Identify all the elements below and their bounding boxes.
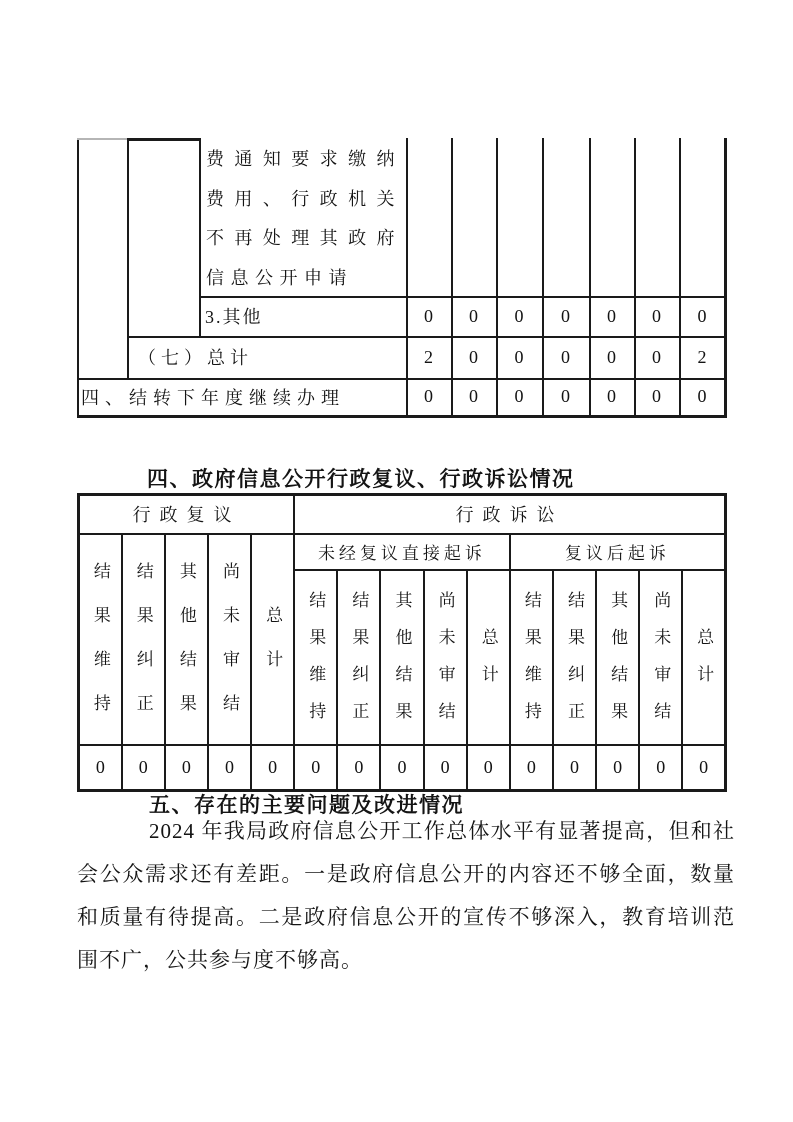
table-grid-line xyxy=(77,138,79,418)
row-label-other: 3.其他 xyxy=(205,307,263,327)
value-cell: 0 xyxy=(514,386,524,406)
column-header-litigation-text: 其他结果 xyxy=(608,590,628,739)
table-grid-line xyxy=(77,415,727,418)
column-header-review-text: 结果纠正 xyxy=(133,562,153,738)
column-header-litigation xyxy=(639,570,682,745)
row-label-total: （七）总计 xyxy=(138,348,253,368)
value-cell: 0 xyxy=(652,346,661,367)
data-cell: 0 xyxy=(553,745,596,791)
column-header-litigation-text: 其他结果 xyxy=(392,590,412,739)
data-cell: 0 xyxy=(380,745,423,791)
data-cell: 0 xyxy=(251,745,294,791)
value-cell: 0 xyxy=(652,386,661,406)
review-litigation-table xyxy=(77,493,727,792)
subgroup-header-direct-suit: 未经复议直接起诉 xyxy=(294,534,510,570)
column-header-review xyxy=(165,534,208,745)
column-header-litigation xyxy=(682,570,725,745)
column-header-litigation-text: 结果纠正 xyxy=(349,590,369,739)
column-header-litigation-text: 结果维持 xyxy=(306,590,326,739)
column-header-review-text: 尚未审结 xyxy=(219,562,239,738)
column-header-litigation xyxy=(424,570,467,745)
column-header-litigation xyxy=(510,570,553,745)
column-header-litigation xyxy=(553,570,596,745)
data-cell: 0 xyxy=(122,745,165,791)
data-cell: 0 xyxy=(294,745,337,791)
value-cell: 0 xyxy=(607,386,616,406)
subgroup-header-suit-after-review: 复议后起诉 xyxy=(510,534,726,570)
data-cell: 0 xyxy=(424,745,467,791)
group-header-litigation: 行政诉讼 xyxy=(294,495,725,534)
column-header-review xyxy=(122,534,165,745)
column-header-litigation-text: 总计 xyxy=(478,627,498,702)
value-cell: 0 xyxy=(697,386,707,406)
value-cell: 0 xyxy=(514,346,524,367)
value-cell: 2 xyxy=(424,346,433,367)
table-grid-line xyxy=(77,138,129,140)
column-header-review-text: 总计 xyxy=(263,606,283,694)
data-cell: 0 xyxy=(337,745,380,791)
value-cell: 0 xyxy=(424,386,433,406)
column-header-litigation xyxy=(467,570,510,745)
column-header-review-text: 其他结果 xyxy=(176,562,196,738)
carryover-table xyxy=(0,0,793,430)
data-cell: 0 xyxy=(208,745,251,791)
table-grid-line xyxy=(199,138,201,336)
value-cell: 2 xyxy=(697,346,707,367)
data-cell: 0 xyxy=(467,745,510,791)
data-cell: 0 xyxy=(596,745,639,791)
value-cell: 0 xyxy=(514,305,524,326)
table-grid-line xyxy=(127,138,129,378)
column-header-litigation xyxy=(337,570,380,745)
value-cell: 0 xyxy=(561,305,570,326)
value-cell: 0 xyxy=(469,346,478,367)
table-grid-line xyxy=(724,138,727,418)
data-cell: 0 xyxy=(510,745,553,791)
value-cell: 0 xyxy=(607,346,616,367)
column-header-review xyxy=(208,534,251,745)
value-cell: 0 xyxy=(607,305,616,326)
data-cell: 0 xyxy=(682,745,725,791)
row-label-carryover-next-year: 四、结转下年度继续办理 xyxy=(81,388,345,408)
column-header-litigation-text: 结果纠正 xyxy=(564,590,584,739)
column-header-litigation xyxy=(380,570,423,745)
group-header-review: 行政复议 xyxy=(79,495,295,534)
value-cell: 0 xyxy=(469,386,478,406)
value-cell: 0 xyxy=(561,386,570,406)
value-cell: 0 xyxy=(697,305,707,326)
column-header-litigation xyxy=(596,570,639,745)
column-header-litigation-text: 尚未审结 xyxy=(651,590,671,739)
column-header-litigation-text: 结果维持 xyxy=(521,590,541,739)
section5-title: 五、存在的主要问题及改进情况 xyxy=(149,794,464,817)
column-header-review xyxy=(79,534,122,745)
column-header-litigation-text: 尚未审结 xyxy=(435,590,455,739)
table-grid-line xyxy=(127,138,201,141)
section5-paragraph: 2024 年我局政府信息公开工作总体水平有显著提高，但和社会公众需求还有差距。一是政府信息公开的内容还不够全面，数量和质量有待提高。二是政府信息公开的宣传不够深入，教育培训范围不广，公共参与度不够高。 xyxy=(77,819,735,972)
data-cell: 0 xyxy=(639,745,682,791)
carryover-continuation-text: 费通知要求缴纳费用、行政机关不再处理其政府信息公开申请 xyxy=(206,149,401,288)
data-cell: 0 xyxy=(165,745,208,791)
column-header-review-text: 结果维持 xyxy=(90,562,110,738)
section4-title: 四、政府信息公开行政复议、行政诉讼情况 xyxy=(147,468,575,491)
column-header-litigation-text: 总计 xyxy=(694,627,714,702)
data-cell: 0 xyxy=(79,745,122,791)
value-cell: 0 xyxy=(561,346,570,367)
value-cell: 0 xyxy=(469,305,478,326)
column-header-litigation xyxy=(294,570,337,745)
column-header-review xyxy=(251,534,294,745)
value-cell: 0 xyxy=(652,305,661,326)
value-cell: 0 xyxy=(424,305,433,326)
